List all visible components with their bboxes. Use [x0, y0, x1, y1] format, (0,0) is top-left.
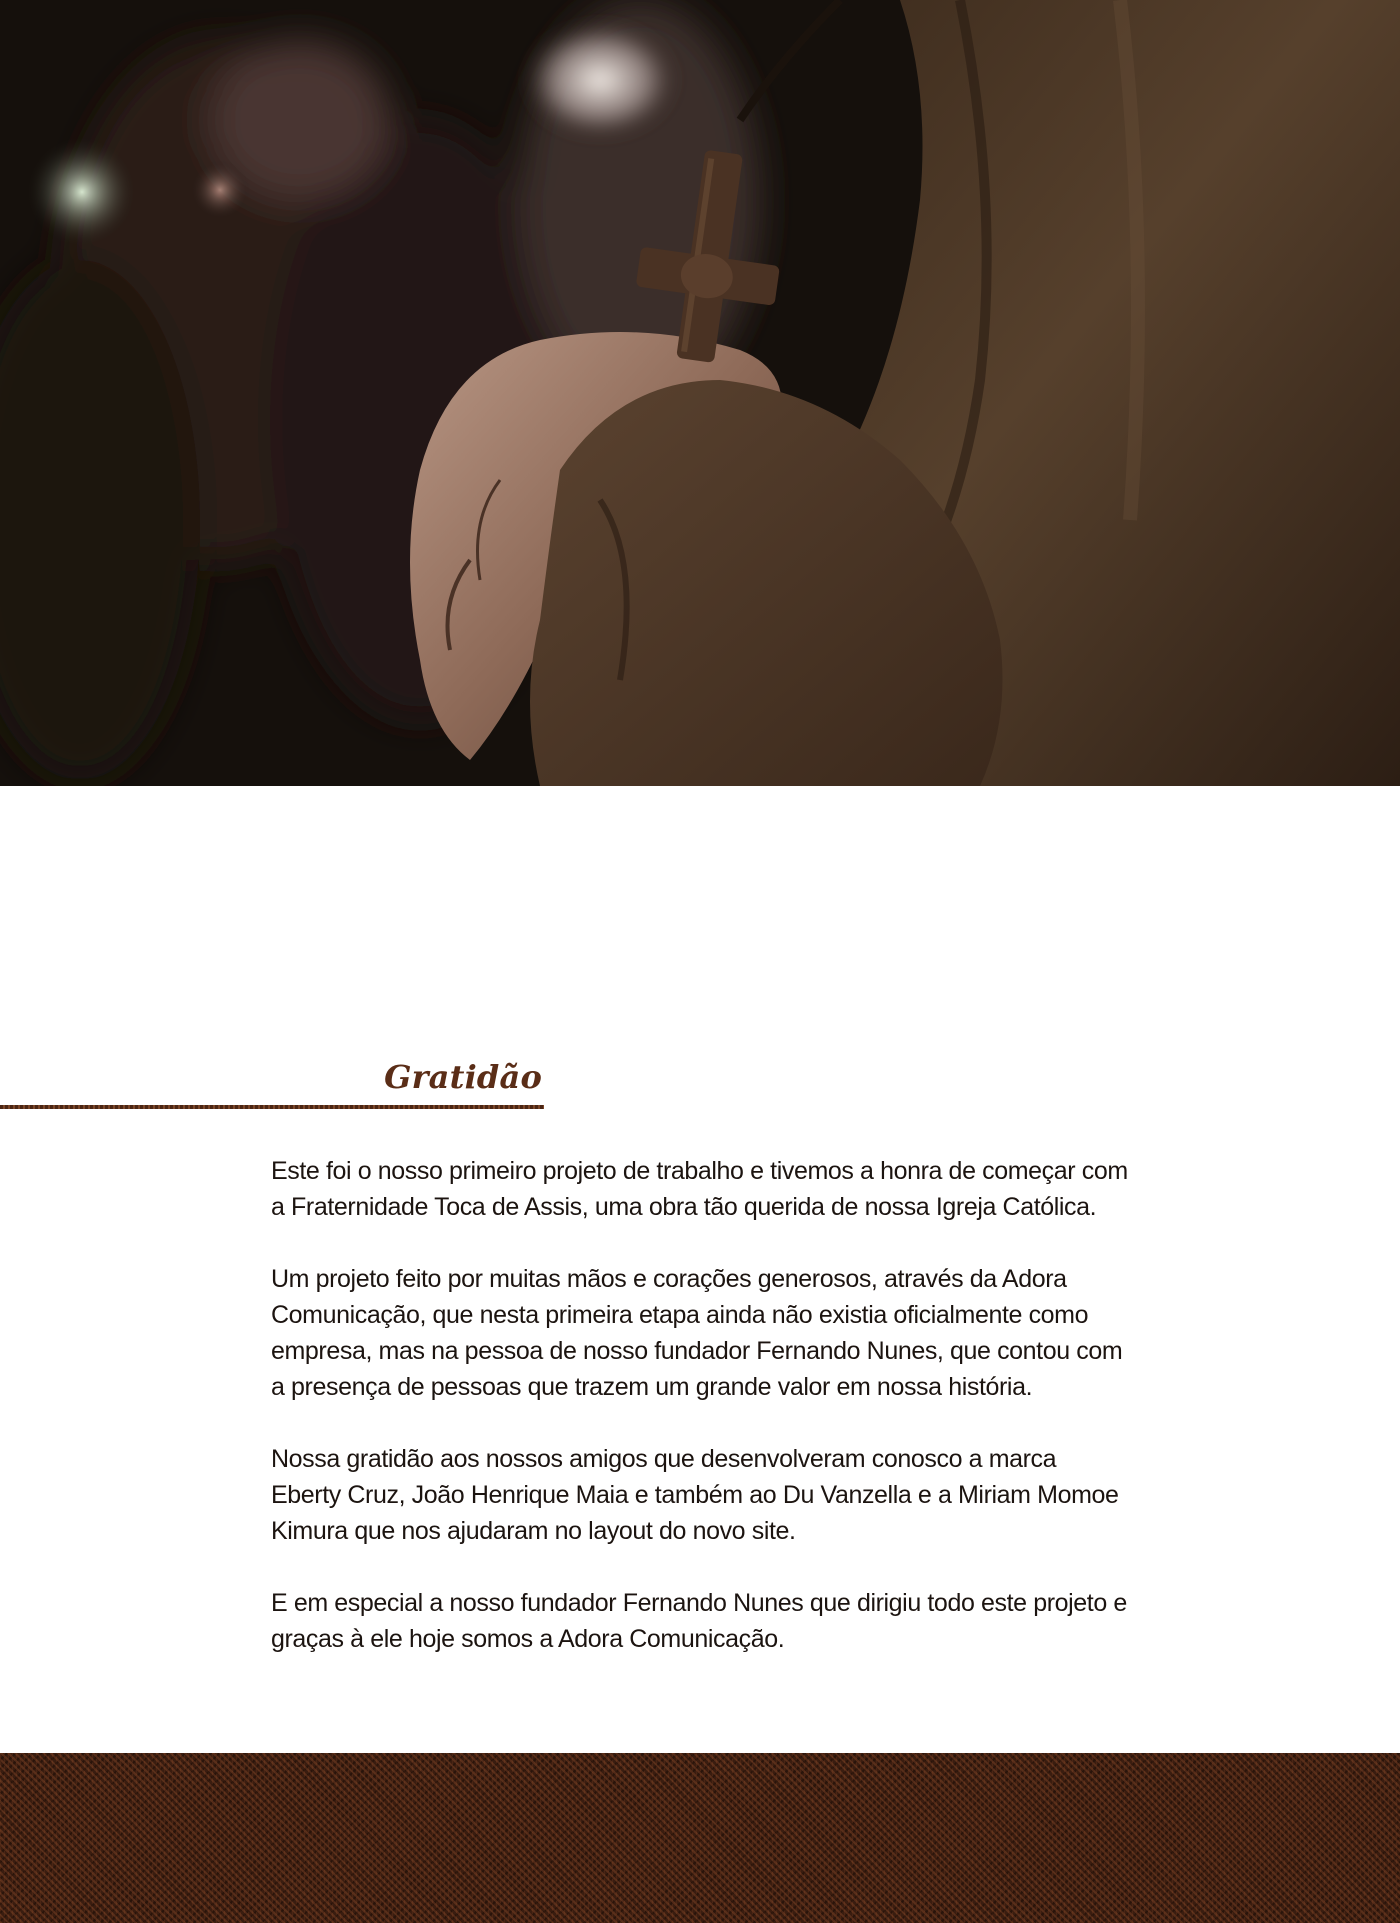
- paragraph-4: E em especial a nosso fundador Fernando Nunes que dirigiu todo este projeto e graças à ele hoje somos a Adora Comunicação.: [271, 1589, 1127, 1653]
- title-underline: [0, 1105, 544, 1109]
- paragraph-2: Um projeto feito por muitas mãos e corações generosos, através da Adora Comunicação, que nesta primeira etapa ainda não existia oficialmente como empresa, mas na pessoa de nosso fundador Fernando Nunes, que contou com a presença de pessoas que trazem um grande valor em nossa história.: [271, 1265, 1123, 1401]
- hero-photo-illustration: [0, 0, 1400, 786]
- paragraph-1: Este foi o nosso primeiro projeto de trabalho e tivemos a honra de começar com a Fraternidade Toca de Assis, uma obra tão querida de nossa Igreja Católica.: [271, 1157, 1128, 1221]
- paragraph-3: Nossa gratidão aos nossos amigos que desenvolveram conosco a marca Eberty Cruz, João Henrique Maia e também ao Du Vanzella e a Miriam Momoe Kimura que nos ajudaram no layout do novo site.: [271, 1445, 1119, 1545]
- footer-texture-band: [0, 1753, 1400, 1923]
- section-title: Gratidão: [384, 1058, 542, 1096]
- body-text: [271, 1153, 1131, 1693]
- hero-photo: [0, 0, 1400, 786]
